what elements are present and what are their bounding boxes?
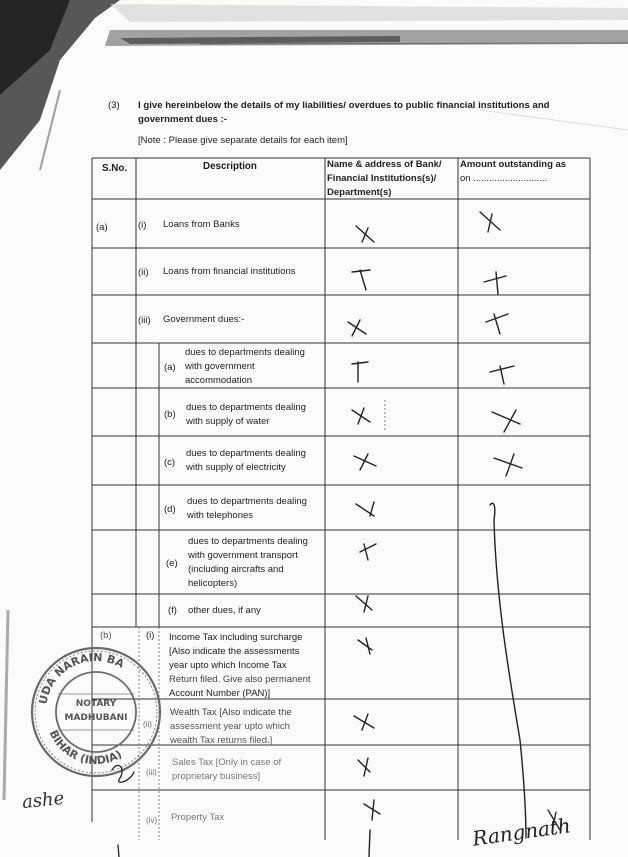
row-b-i-l3: year upto which Income Tax	[169, 660, 287, 671]
bottom-left-tick	[118, 845, 119, 857]
row-b-i-l4: Return filed. Give also permanent	[169, 674, 311, 685]
stamp-center-2: MADHUBANI	[64, 713, 128, 723]
row-b-ii-l2: assessment year upto which	[170, 721, 290, 732]
note-text: [Note : Please give separate details for each item]	[138, 135, 348, 146]
stamp-top-text: UDA NARAIN BA	[36, 650, 127, 706]
sub-e-l4: helicopters)	[188, 578, 238, 589]
scribble-near-stamp	[112, 765, 134, 782]
row-b-ii-num: (ii)	[143, 720, 152, 729]
sub-e-l2: with government transport	[188, 550, 298, 561]
row-b-iii-l1: Sales Tax [Only in case of	[172, 757, 282, 768]
sub-a-l1: dues to departments dealing	[185, 347, 305, 358]
stamp-bottom-text: BIHAR (INDIA)	[46, 728, 125, 768]
header-bank-3: Department(s)	[327, 187, 392, 198]
row-b-ii-l1: Wealth Tax [Also indicate the	[170, 707, 292, 718]
handwritten-initials: ashe	[21, 787, 66, 814]
row-b-i-l2: [Also indicate the assessments	[169, 646, 300, 657]
signature: Rangnath	[470, 813, 573, 851]
sub-a-l2: with government	[185, 361, 255, 372]
section-number: (3)	[108, 100, 120, 111]
row-a-label: (a)	[96, 222, 108, 233]
row-b-iii-num: (iii)	[146, 768, 157, 777]
signature-tick	[548, 810, 560, 832]
row-a-ii-text: Loans from financial institutions	[163, 266, 296, 277]
row-a-i-text: Loans from Banks	[163, 219, 240, 230]
sub-a-l3: accommodation	[185, 375, 253, 386]
intro-line-2: government dues :-	[138, 114, 228, 125]
row-b-label: (b)	[100, 630, 112, 641]
row-a-iii-text: Government dues:-	[163, 314, 245, 325]
row-b-i-num: (i)	[146, 630, 155, 641]
header-bank-2: Financial Institutions(s)/	[327, 173, 437, 184]
sub-c-num: (c)	[164, 457, 176, 468]
header-amount-2: on ............................	[460, 173, 548, 184]
sub-c-l1: dues to departments dealing	[186, 448, 306, 459]
sub-e-l3: (including aircrafts and	[188, 564, 284, 575]
row-a-i-num: (i)	[138, 220, 147, 231]
sub-e-num: (e)	[166, 558, 178, 569]
sub-e-l1: dues to departments dealing	[188, 536, 308, 547]
sub-d-num: (d)	[164, 504, 176, 515]
sub-c-l2: with supply of electricity	[186, 462, 286, 473]
sub-b-l2: with supply of water	[186, 416, 270, 427]
sub-f-text: other dues, if any	[188, 605, 261, 616]
row-a-iii-num: (iii)	[138, 315, 151, 326]
header-description: Description	[203, 161, 257, 172]
row-b-i-l1: Income Tax including surcharge	[169, 632, 303, 643]
header-amount-1: Amount outstanding as	[460, 159, 567, 170]
row-b-iii-l2: proprietary business]	[172, 771, 261, 782]
row-a-ii-num: (ii)	[138, 267, 149, 278]
sub-a-num: (a)	[164, 362, 176, 373]
stamp-center-1: NOTARY	[75, 699, 117, 709]
header-sno: S.No.	[102, 163, 128, 174]
sub-f-num: (f)	[168, 605, 177, 616]
row-b-i-l5: Account Number (PAN)]	[169, 688, 271, 699]
row-b-iv-text: Property Tax	[171, 812, 225, 823]
sub-d-l2: with telephones	[187, 510, 254, 521]
sub-b-l1: dues to departments dealing	[186, 402, 306, 413]
row-b-iv-num: (iv)	[146, 816, 158, 825]
intro-line-1: I give hereinbelow the details of my liabilities/ overdues to public financial institutions and	[138, 100, 550, 111]
sub-b-num: (b)	[164, 409, 176, 420]
sub-d-l1: dues to departments dealing	[187, 496, 307, 507]
header-bank-1: Name & address of Bank/	[327, 159, 442, 170]
row-b-ii-l3: wealth Tax returns filed.]	[170, 735, 273, 746]
